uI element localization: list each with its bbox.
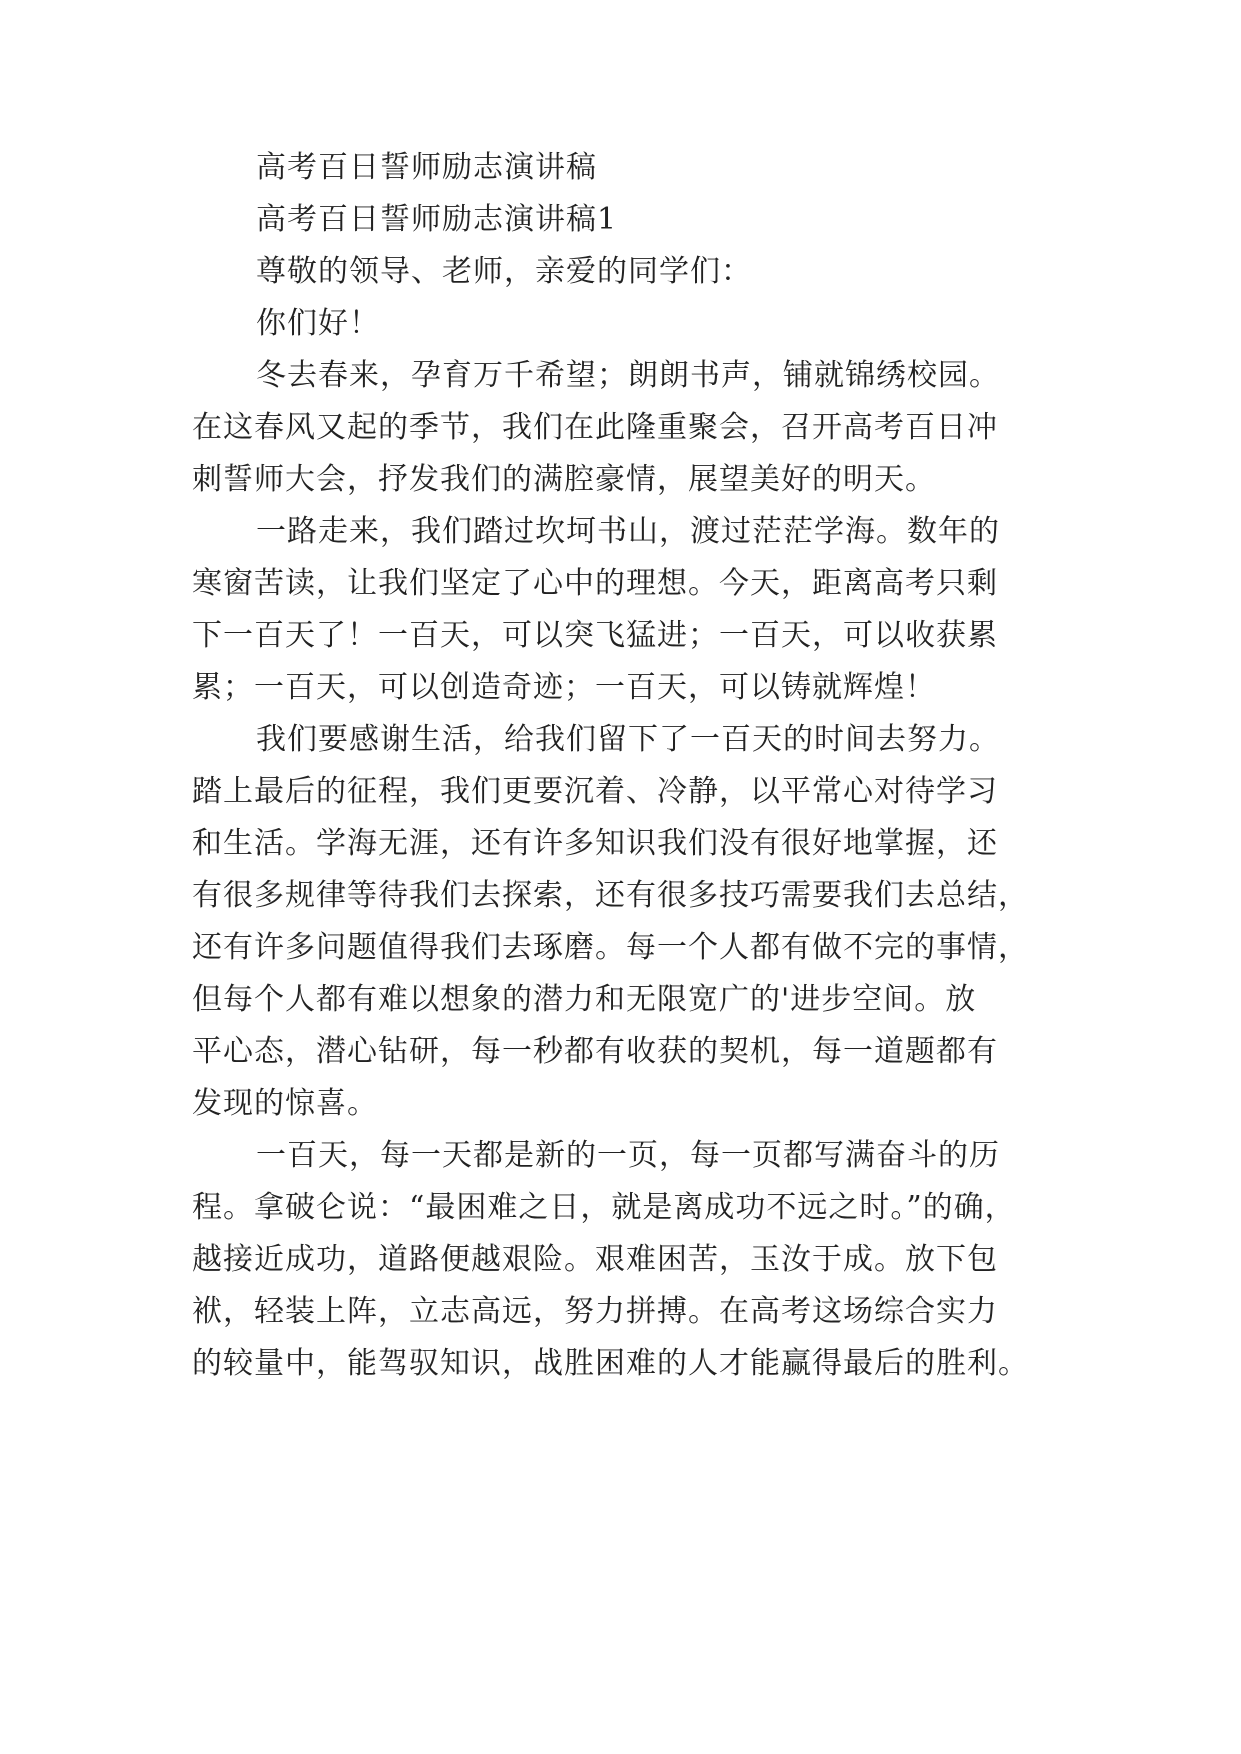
document-subtitle: 高考百日誓师励志演讲稿1: [256, 202, 618, 237]
paragraph-4-line-1: 一百天，每一天都是新的一页，每一页都写满奋斗的历: [256, 1138, 1000, 1173]
paragraph-1-line-2: 在这春风又起的季节，我们在此隆重聚会，召开高考百日冲: [192, 410, 998, 445]
paragraph-3-line-5: 还有许多问题值得我们去琢磨。每一个人都有做不完的事情，: [192, 930, 1029, 965]
paragraph-2-line-2: 寒窗苦读，让我们坚定了心中的理想。今天，距离高考只剩: [192, 566, 998, 601]
paragraph-4-line-2: 程。拿破仑说：“最困难之日，就是离成功不远之时。”的确，: [192, 1190, 1016, 1225]
document-title: 高考百日誓师励志演讲稿: [256, 150, 597, 185]
paragraph-3-line-7: 平心态，潜心钻研，每一秒都有收获的契机，每一道题都有: [192, 1034, 998, 1069]
paragraph-3-line-6: 但每个人都有难以想象的潜力和无限宽广的'进步空间。放: [192, 982, 977, 1017]
paragraph-4-line-4: 袱，轻装上阵，立志高远，努力拼搏。在高考这场综合实力: [192, 1294, 998, 1329]
paragraph-2-line-4: 累；一百天，可以创造奇迹；一百天，可以铸就辉煌！: [192, 670, 936, 705]
paragraph-3-line-3: 和生活。学海无涯，还有许多知识我们没有很好地掌握，还: [192, 826, 998, 861]
paragraph-4-line-5: 的较量中，能驾驭知识，战胜困难的人才能赢得最后的胜利。: [192, 1346, 1029, 1381]
paragraph-3-line-4: 有很多规律等待我们去探索，还有很多技巧需要我们去总结，: [192, 878, 1029, 913]
paragraph-3-line-2: 踏上最后的征程，我们更要沉着、冷静，以平常心对待学习: [192, 774, 998, 809]
paragraph-1-line-1: 冬去春来，孕育万千希望；朗朗书声，铺就锦绣校园。: [256, 358, 1000, 393]
paragraph-2-line-3: 下一百天了！一百天，可以突飞猛进；一百天，可以收获累: [192, 618, 998, 653]
salutation: 尊敬的领导、老师，亲爱的同学们：: [256, 254, 752, 289]
paragraph-3-line-8: 发现的惊喜。: [192, 1086, 378, 1121]
greeting: 你们好！: [256, 306, 380, 341]
paragraph-2-line-1: 一路走来，我们踏过坎坷书山，渡过茫茫学海。数年的: [256, 514, 1000, 549]
paragraph-1-line-3: 刺誓师大会，抒发我们的满腔豪情，展望美好的明天。: [192, 462, 936, 497]
paragraph-4-line-3: 越接近成功，道路便越艰险。艰难困苦，玉汝于成。放下包: [192, 1242, 998, 1277]
paragraph-3-line-1: 我们要感谢生活，给我们留下了一百天的时间去努力。: [256, 722, 1000, 757]
